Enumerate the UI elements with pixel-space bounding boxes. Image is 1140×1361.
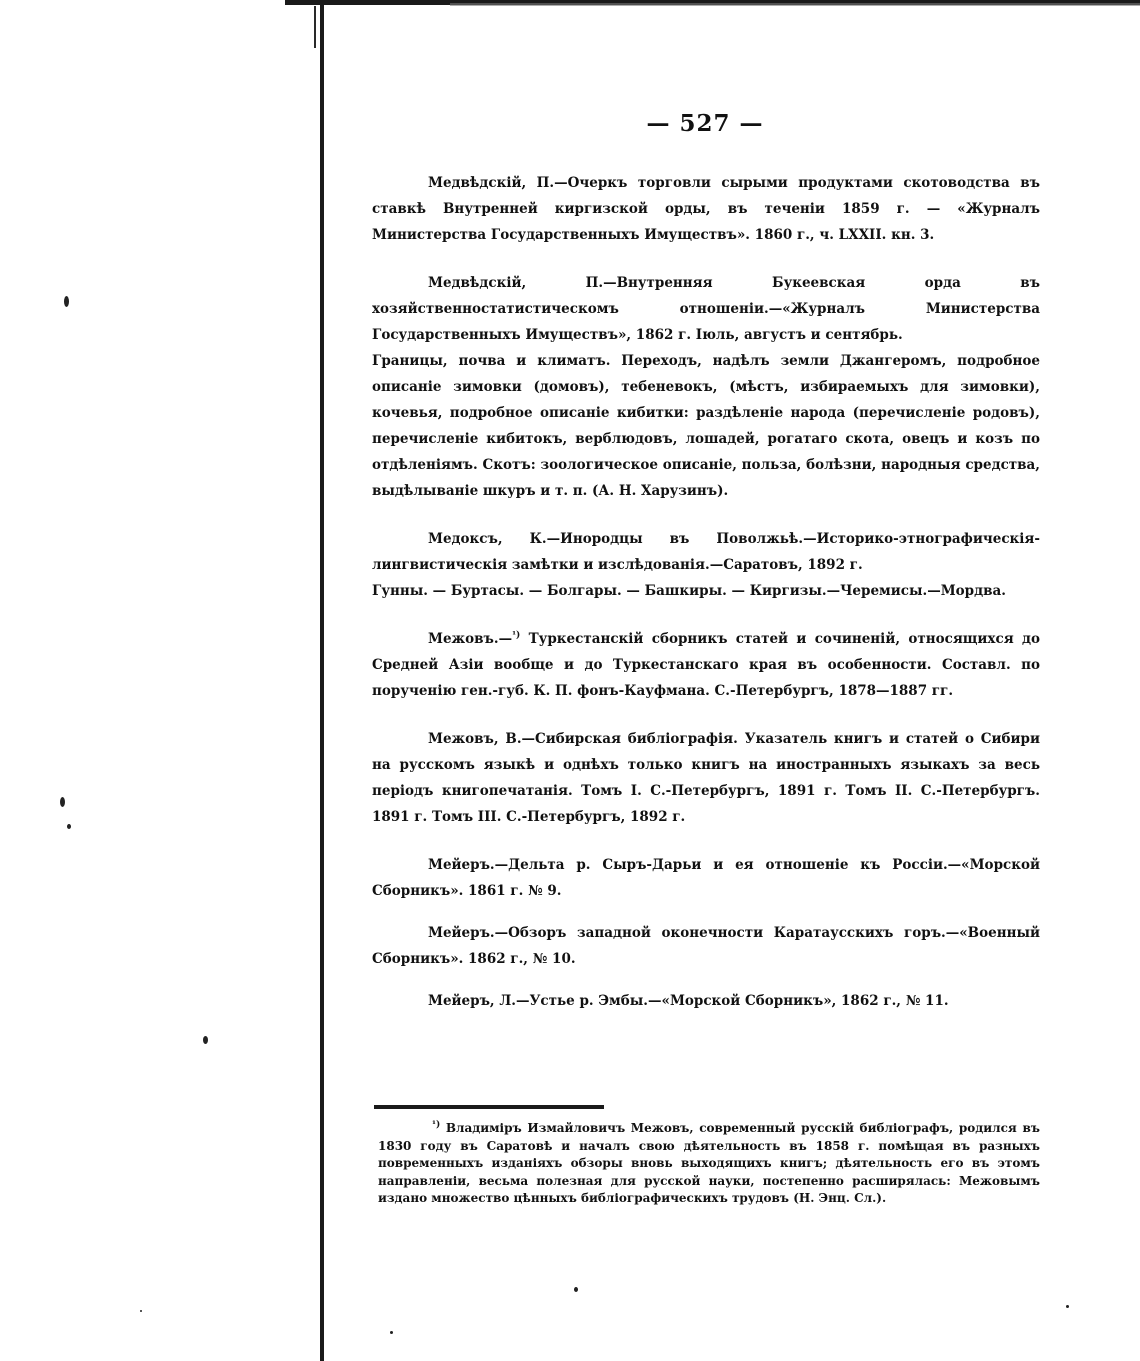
bibliography-entry (372, 526, 1040, 604)
scan-speck (64, 296, 69, 307)
bibliography-entry (372, 170, 1040, 248)
scan-speck (140, 1310, 142, 1312)
bibliography-entry (372, 626, 1040, 704)
page-binding-edge (320, 0, 324, 1361)
bibliography-entry (372, 988, 1040, 1014)
entry-text: Туркестанскій сборникъ статей и сочиненій, относящихся до Средней Азіи вообще и до Туркестанскаго края въ особенности. Составл. по порученію ген.-губ. К. П. фонъ-Кауфмана. С.-Петербургъ, 1878—1887 гг. (372, 631, 1040, 699)
footnote-separator (374, 1105, 604, 1109)
footnote-mark: ¹) (432, 1120, 441, 1130)
entry-text: Мейеръ.—Дельта р. Сыръ-Дарьи и ея отношеніе къ Россіи.—«Морской Сборникъ». 1861 г. № 9. (372, 857, 1040, 899)
entry-text: Мейеръ, Л.—Устье р. Эмбы.—«Морской Сборникъ», 1862 г., № 11. (428, 993, 949, 1009)
entry-text: Мейеръ.—Обзоръ западной оконечности Каратаусскихъ горъ.—«Военный Сборникъ». 1862 г., № 10. (372, 925, 1040, 967)
scan-speck (390, 1331, 393, 1334)
footnote (378, 1120, 1040, 1208)
bibliography-entry (372, 270, 1040, 504)
footnote-text: Владиміръ Измайловичъ Межовъ, современный русскій библіографъ, родился въ 1830 году въ Саратовѣ и началъ свою дѣятельность въ 1858 г. помѣщая въ разныхъ повременныхъ изданіяхъ обзоры вновь выходящихъ книгъ; дѣятельность его въ этомъ направленіи, весьма полезная для русской науки, постепенно расширялась: Межовымъ издано множество цѣнныхъ библіографическихъ трудовъ (Н. Энц. Сл.). (378, 1121, 1040, 1205)
footnote-reference: ¹) (512, 630, 521, 641)
scan-speck (60, 797, 65, 807)
entry-text: Медвѣдскій, П.—Внутренняя Букеевская орда въ хозяйственностатистическомъ отношеніи.—«Журналъ Министерства Государственныхъ Имуществъ», 1862 г. Іюль, августъ и сентябрь. (372, 275, 1040, 343)
bibliography-entry (372, 920, 1040, 972)
entry-text: Медвѣдскій, П.—Очеркъ торговли сырыми продуктами скотоводства въ ставкѣ Внутренней киргизской орды, въ теченіи 1859 г. — «Журналъ Министерства Государственныхъ Имуществъ». 1860 г., ч. LXXII. кн. 3. (372, 175, 1040, 243)
page-number: — 527 — (646, 110, 764, 137)
entry-annotation: Гунны. — Буртасы. — Болгары. — Башкиры. — Киргизы.—Черемисы.—Мордва. (372, 583, 1006, 599)
entry-text: Медоксъ, К.—Инородцы въ Поволжьѣ.—Историко-этнографическія-лингвистическія замѣтки и изслѣдованія.—Саратовъ, 1892 г. (372, 531, 1040, 573)
entry-text-author: Межовъ.— (428, 631, 513, 647)
scan-speck (203, 1036, 208, 1044)
entry-text: Межовъ, В.—Сибирская библіографія. Указатель книгъ и статей о Сибири на русскомъ языкѣ и однѣхъ только книгъ на иностранныхъ языкахъ за весь періодъ книгопечатанія. Томъ I. С.-Петербургъ, 1891 г. Томъ II. С.-Петербургъ. 1891 г. Томъ III. С.-Петербургъ, 1892 г. (372, 731, 1040, 825)
entry-annotation: Границы, почва и климатъ. Переходъ, надѣлъ земли Джангеромъ, подробное описаніе зимовки (домовъ), тебеневокъ, (мѣстъ, избираемыхъ для зимовки), кочевья, подробное описаніе кибитки: раздѣленіе народа (перечисленіе родовъ), перечисленіе кибитокъ, верблюдовъ, лошадей, рогатаго скота, овецъ и козъ по отдѣленіямъ. Скотъ: зоологическое описаніе, польза, болѣзни, народныя средства, выдѣлываніе шкуръ и т. п. (А. Н. Харузинъ). (372, 353, 1040, 499)
bibliography-entry (372, 726, 1040, 830)
scan-speck (1066, 1305, 1069, 1308)
bibliography-column (372, 170, 1040, 1037)
scan-speck (67, 824, 71, 829)
bibliography-entry (372, 852, 1040, 904)
page-binding-mark (314, 6, 316, 48)
scan-speck (574, 1287, 578, 1292)
page-top-edge-shadow (450, 3, 1140, 6)
